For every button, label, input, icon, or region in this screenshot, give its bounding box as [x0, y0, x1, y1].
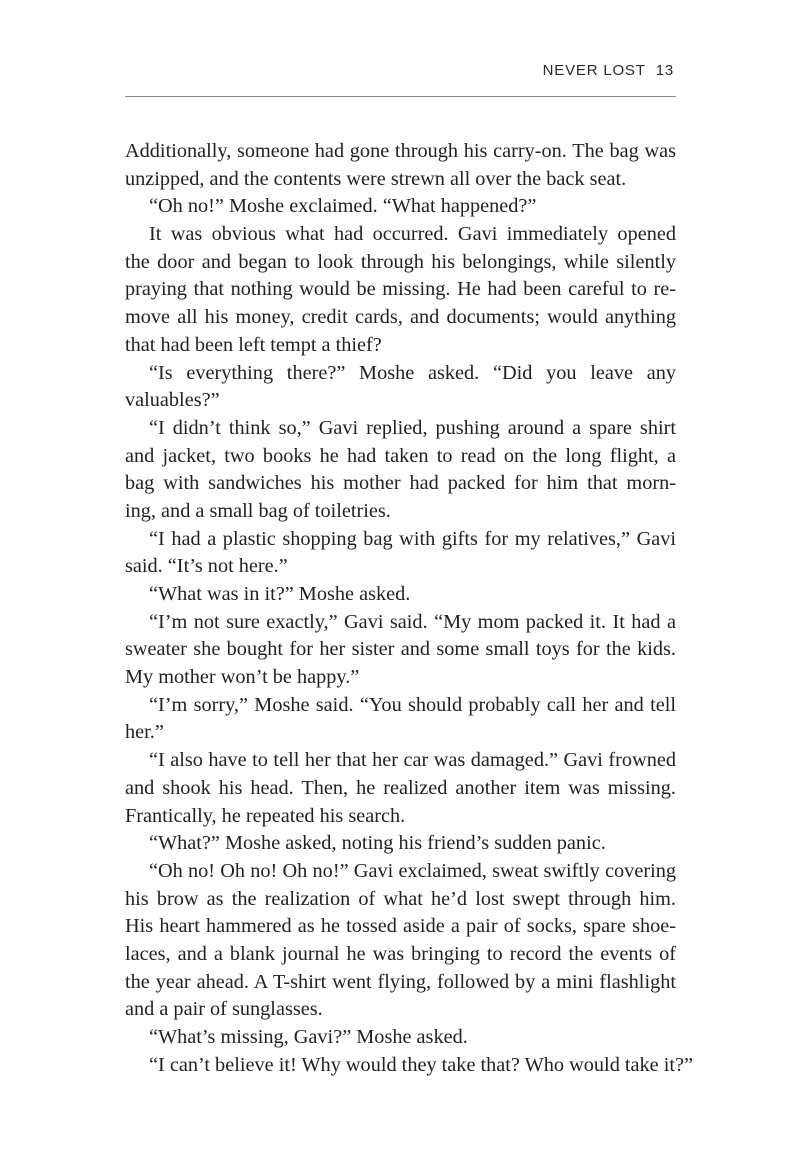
text-line: unzipped, and the contents were strewn all over the back seat. — [125, 167, 627, 190]
text-line: sweater she bought for her sister and some small toys for the kids. — [125, 638, 676, 661]
text-line: “What’s missing, Gavi?” Moshe asked. — [149, 1026, 468, 1048]
text-line: Frantically, he repeated his search. — [125, 804, 406, 827]
text-line: “Oh no!” Moshe exclaimed. “What happened?” — [149, 195, 537, 218]
text-line: valuables?” — [125, 389, 220, 412]
text-line: “I had a plastic shopping bag with gifts for my relatives,” Gavi — [149, 527, 676, 550]
text-line: said. “It’s not here.” — [125, 555, 288, 578]
text-line: his brow as the realization of what he’d lost swept through him. — [125, 887, 676, 910]
text-line: “What was in it?” Moshe asked. — [149, 583, 411, 605]
text-line: and jacket, two books he had taken to read on the long flight, a — [125, 444, 676, 467]
text-line: His heart hammered as he tossed aside a pair of socks, spare shoe- — [125, 915, 676, 938]
text-line: ing, and a small bag of toiletries. — [125, 499, 391, 522]
text-line: “Oh no! Oh no! Oh no!” Gavi exclaimed, sweat swiftly covering — [149, 859, 676, 882]
text-line: My mother won’t be happy.” — [125, 666, 360, 689]
text-line: that had been left tempt a thief? — [125, 333, 382, 356]
text-line: and shook his head. Then, he realized another item was missing. — [125, 776, 676, 799]
text-line: and a pair of sunglasses. — [125, 998, 323, 1021]
text-line: the year ahead. A T-shirt went flying, followed by a mini flashlight — [125, 970, 676, 993]
text-line: “I also have to tell her that her car was damaged.” Gavi frowned — [149, 749, 676, 772]
page-number: 13 — [655, 62, 674, 79]
running-title: NEVER LOST — [542, 62, 646, 79]
text-line: the door and began to look through his belongings, while silently — [125, 250, 676, 273]
text-line: “I didn’t think so,” Gavi replied, pushing around a spare shirt — [149, 416, 676, 439]
text-line: “I can’t believe it! Why would they take that? Who would take it?” — [149, 1053, 694, 1076]
text-line: laces, and a blank journal he was bringing to record the events of — [125, 942, 676, 965]
text-line: bag with sandwiches his mother had packed for him that morn- — [125, 472, 676, 495]
text-line: It was obvious what had occurred. Gavi immediately opened — [149, 223, 676, 246]
header-rule — [125, 96, 676, 97]
text-line: “Is everything there?” Moshe asked. “Did you leave any — [149, 361, 676, 384]
text-line: “What?” Moshe asked, noting his friend’s sudden panic. — [149, 832, 606, 855]
body-text — [125, 138, 694, 1079]
text-line: “I’m not sure exactly,” Gavi said. “My mom packed it. It had a — [149, 610, 676, 633]
text-line: Additionally, someone had gone through his carry-on. The bag was — [125, 140, 676, 162]
text-line: “I’m sorry,” Moshe said. “You should probably call her and tell — [149, 693, 676, 716]
text-line: move all his money, credit cards, and documents; would anything — [125, 306, 676, 329]
running-header — [543, 62, 674, 79]
text-line: praying that nothing would be missing. He had been careful to re- — [125, 278, 676, 301]
text-line: her.” — [125, 721, 164, 744]
